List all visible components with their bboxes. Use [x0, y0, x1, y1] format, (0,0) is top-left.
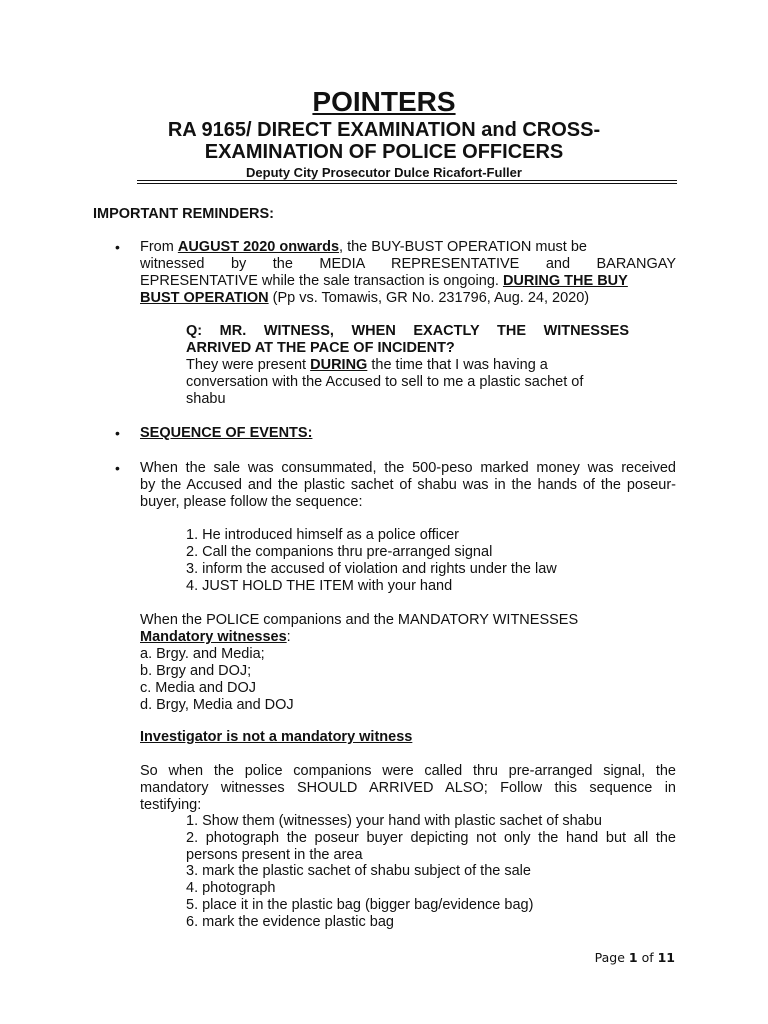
list-item: 2. Call the companions thru pre-arranged signal — [186, 544, 493, 560]
header-rule-bottom — [137, 183, 677, 184]
list-item: a. Brgy. and Media; — [140, 646, 265, 662]
page-title: POINTERS — [312, 86, 456, 117]
answer-line2: conversation with the Accused to sell to me a plastic sachet of — [186, 374, 584, 390]
testify-line2: mandatory witnesses SHOULD ARRIVED ALSO; Follow this sequence in — [140, 780, 676, 796]
list-item: 6. mark the evidence plastic bag — [186, 914, 394, 930]
page-number: Page 1 of 11 — [594, 950, 675, 965]
question-line2: ARRIVED AT THE PACE OF INCIDENT? — [186, 340, 455, 356]
answer-line1: They were present DURING the time that I was having a — [186, 357, 548, 373]
bullet-marker: • — [115, 239, 120, 255]
bullet-marker: • — [115, 460, 120, 476]
header-rule-top — [137, 180, 677, 181]
list-item: 4. JUST HOLD THE ITEM with your hand — [186, 578, 453, 594]
bullet3-line1: When the sale was consummated, the 500-peso marked money was received — [140, 460, 676, 476]
list-item: c. Media and DOJ — [140, 680, 257, 696]
question-line1: Q: MR. WITNESS, WHEN EXACTLY THE WITNESSES — [186, 323, 629, 339]
bullet1-line3: EPRESENTATIVE while the sale transaction is ongoing. DURING THE BUY — [140, 273, 628, 289]
list-item: b. Brgy and DOJ; — [140, 663, 252, 679]
subtitle-line-2: EXAMINATION OF POLICE OFFICERS — [204, 141, 564, 163]
bullet1-line4: BUST OPERATION (Pp vs. Tomawis, GR No. 231796, Aug. 24, 2020) — [140, 290, 590, 306]
list-item: 4. photograph — [186, 880, 276, 896]
subtitle-line-1: RA 9165/ DIRECT EXAMINATION and CROSS- — [167, 119, 601, 141]
witnesses-intro: When the POLICE companions and the MANDATORY WITNESSES — [140, 612, 579, 628]
reminders-heading: IMPORTANT REMINDERS: — [93, 206, 274, 222]
mandatory-witnesses-label: Mandatory witnesses: — [140, 629, 291, 645]
bullet3-line3: buyer, please follow the sequence: — [140, 494, 363, 510]
sequence-heading: SEQUENCE OF EVENTS: — [140, 425, 313, 441]
list-item: persons present in the area — [186, 847, 363, 863]
list-item: 5. place it in the plastic bag (bigger bag/evidence bag) — [186, 897, 534, 913]
investigator-note: Investigator is not a mandatory witness — [140, 729, 413, 745]
list-item: 3. mark the plastic sachet of shabu subject of the sale — [186, 863, 531, 879]
list-item: d. Brgy, Media and DOJ — [140, 697, 294, 713]
testify-line1: So when the police companions were called thru pre-arranged signal, the — [140, 763, 676, 779]
author-line: Deputy City Prosecutor Dulce Ricafort-Fuller — [246, 165, 522, 180]
bullet1-line2: witnessed by the MEDIA REPRESENTATIVE and BARANGAY — [140, 256, 676, 272]
list-item: 1. Show them (witnesses) your hand with plastic sachet of shabu — [186, 813, 602, 829]
list-item: 3. inform the accused of violation and rights under the law — [186, 561, 557, 577]
bullet-marker: • — [115, 425, 120, 441]
list-item: 1. He introduced himself as a police officer — [186, 527, 459, 543]
testify-line3: testifying: — [140, 797, 202, 813]
bullet3-line2: by the Accused and the plastic sachet of shabu was in the hands of the poseur- — [140, 477, 676, 493]
bullet1-line1: From AUGUST 2020 onwards, the BUY-BUST OPERATION must be — [140, 239, 587, 255]
list-item: 2. photograph the poseur buyer depicting not only the hand but all the — [186, 830, 676, 846]
answer-line3: shabu — [186, 391, 226, 407]
